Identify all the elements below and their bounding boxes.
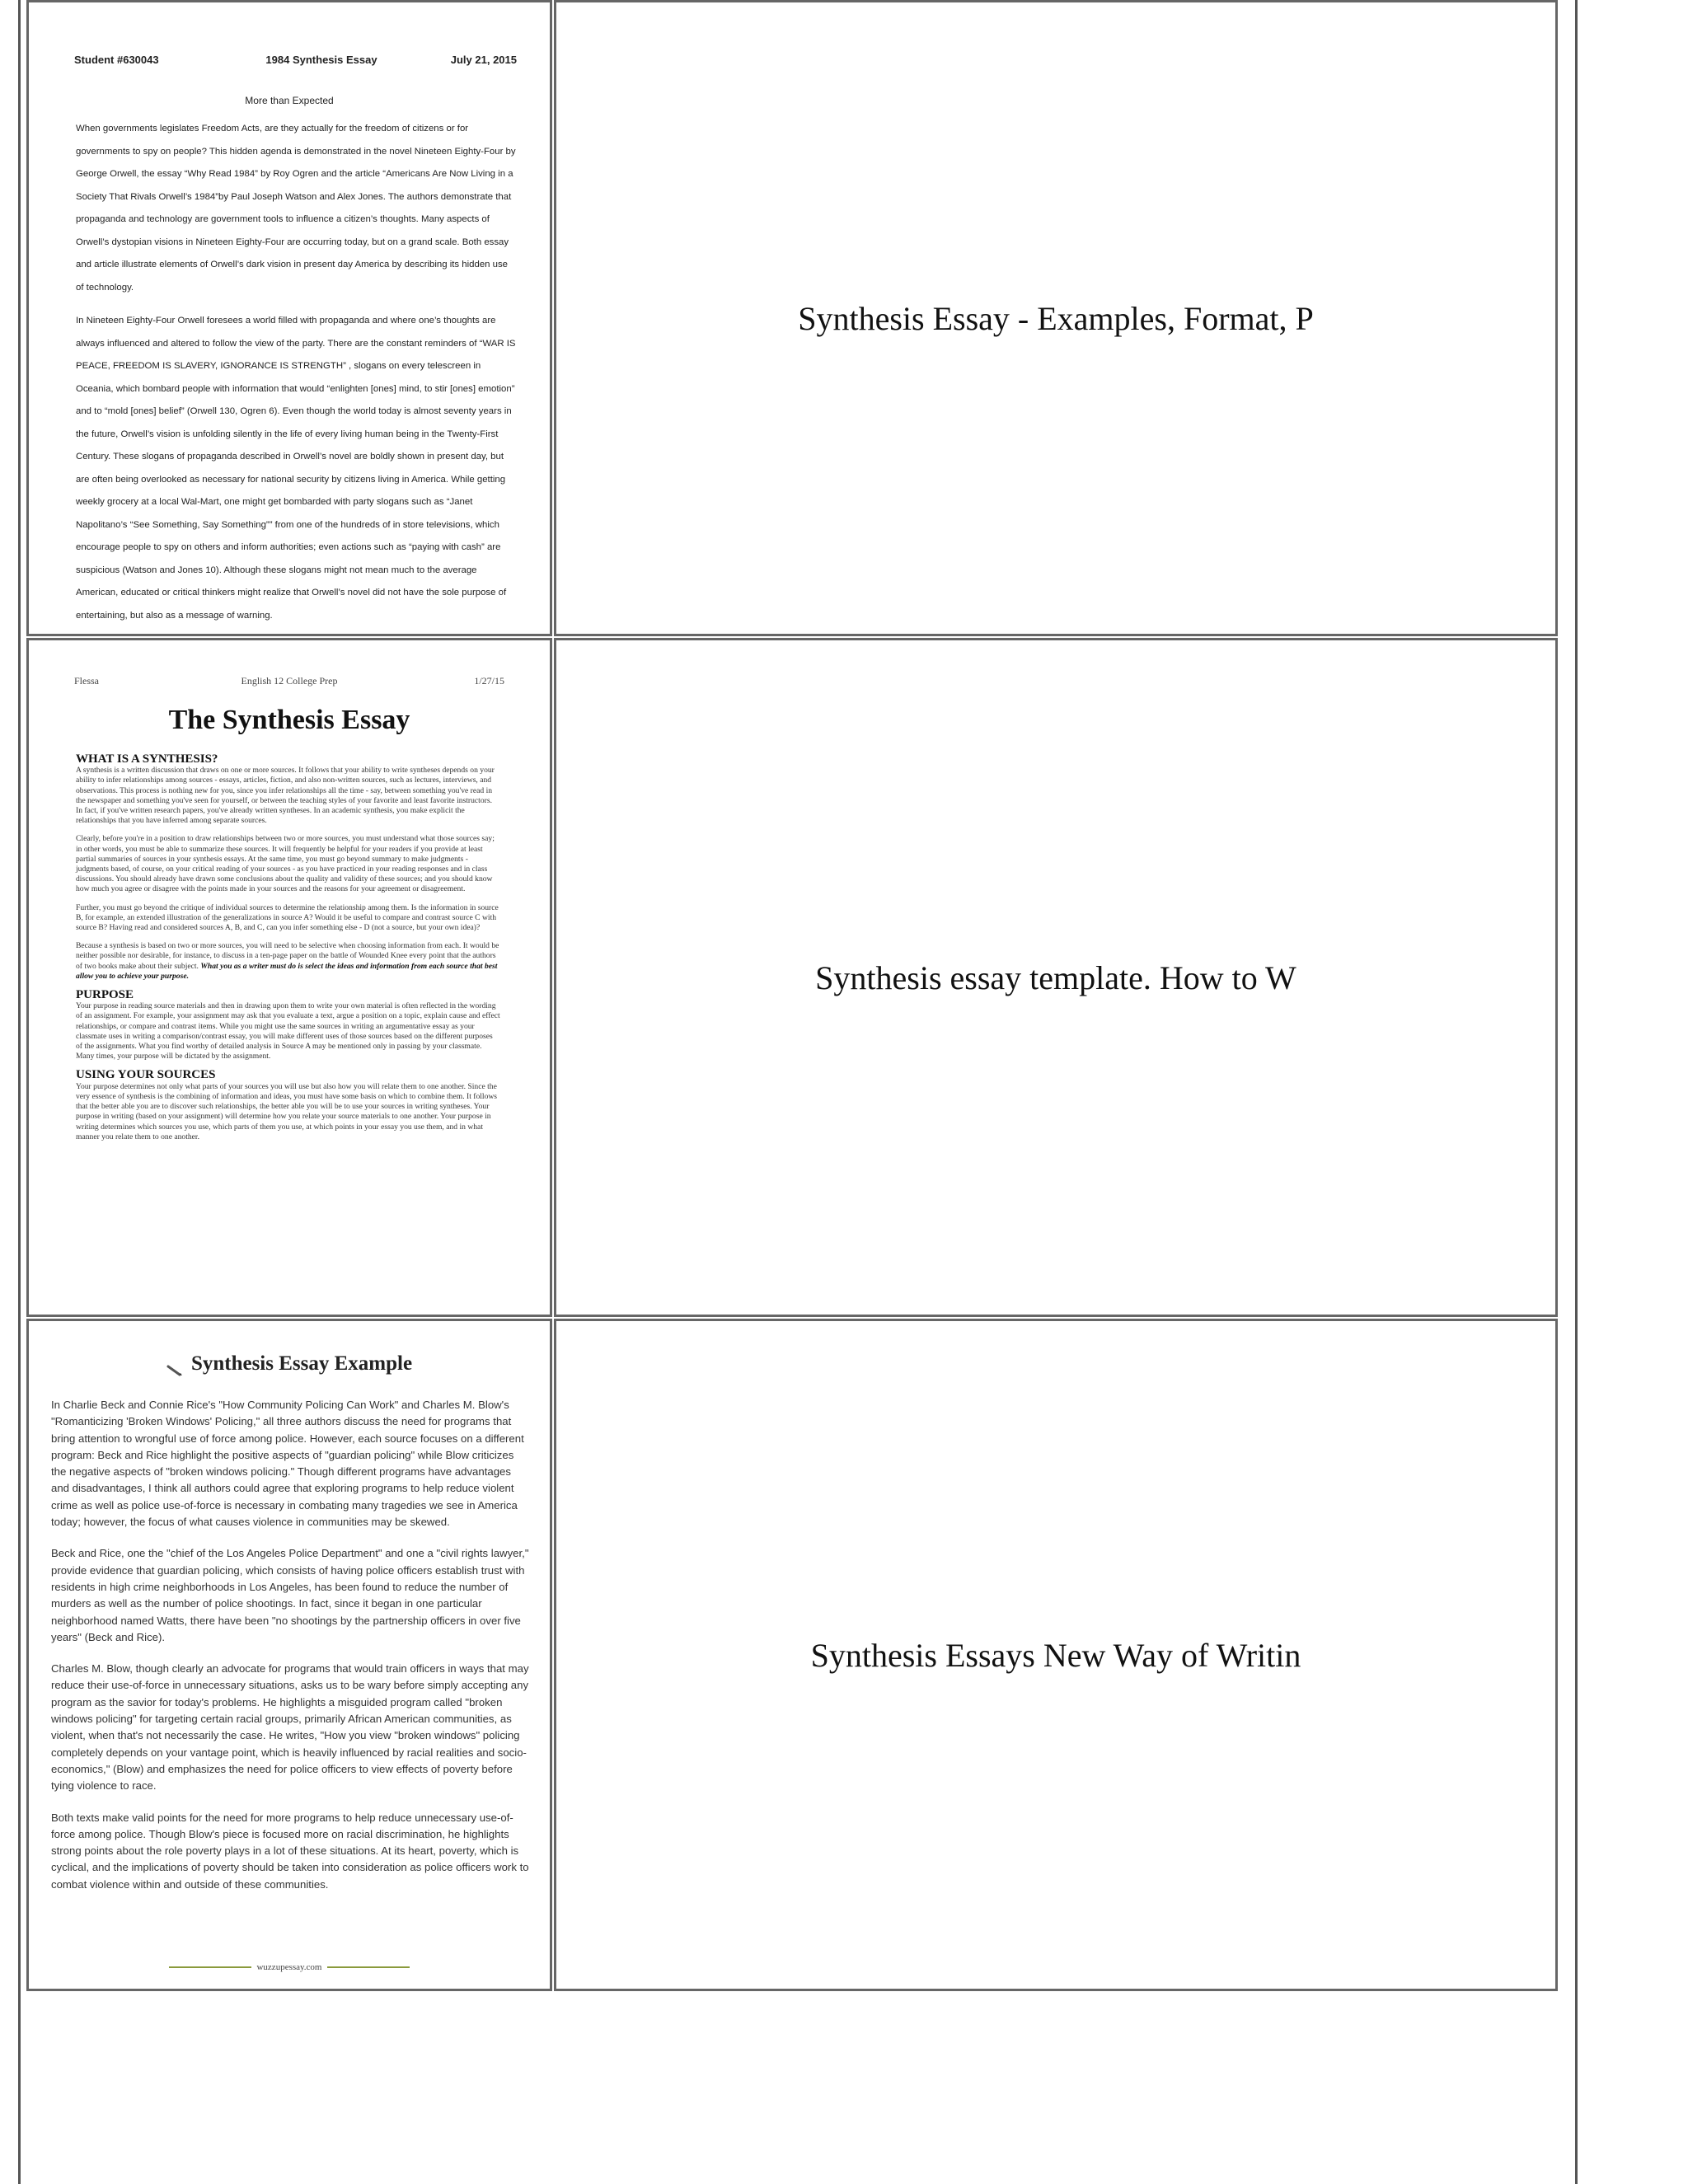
doc-header bbox=[74, 675, 504, 687]
doc-date: July 21, 2015 bbox=[450, 54, 517, 66]
essay-thumbnail-1[interactable] bbox=[26, 0, 552, 636]
author-name: Flessa bbox=[74, 675, 99, 687]
paragraph: Both texts make valid points for the need for more programs to help reduce unnecessary use-of-force among police. Though Blow's piece is focused more on racial discrimination, he highlights strong points about the role poverty plays in a lot of these situations. At its heart, poverty, which is cyclical, and the implications of poverty should be taken into consideration as police officers work to combat violence within and outside of these communities. bbox=[51, 1811, 529, 1891]
doc-footer bbox=[29, 1962, 550, 1972]
footer-rule bbox=[169, 1966, 251, 1968]
doc-title: The Synthesis Essay bbox=[168, 705, 410, 735]
course-name: English 12 College Prep bbox=[241, 675, 338, 687]
paragraph: When governments legislates Freedom Acts, are they actually for the freedom of citizens or for governments to spy on people? This hidden agenda is demonstrated in the novel Nineteen Eighty-Four by George Orwell, the essay “Why Read 1984” by Roy Ogren and the article “Americans Are Now Living in a Society That Rivals Orwell’s 1984”by Paul Joseph Watson and Alex Jones. The authors demonstrate that propaganda and technology are government tools to influence a citizen’s thoughts. Many aspects of Orwell’s dystopian visions in Nineteen Eighty-Four are occurring today, but on a grand scale. Both essay and article illustrate elements of Orwell’s dark vision in present day America by describing its hidden use of technology. bbox=[76, 124, 516, 293]
doc-title: Synthesis Essay Example bbox=[190, 1352, 413, 1375]
paragraph: In Nineteen Eighty-Four Orwell foresees a world filled with propaganda and where one’s thoughts are always influenced and altered to follow the view of the party. There are the constant reminders of “WAR IS PEACE, FREEDOM IS SLAVERY, IGNORANCE IS STRENGTH” , slogans on every telescreen in Oceania, which bombard people with information that would “enlighten [ones] mind, to stir [ones] emotion” and to “mold [ones] belief” (Orwell 130, Ogren 6). Even though the world today is almost seventy years in the future, Orwell’s vision is unfolding silently in the life of every living human being in the Twenty-First Century. These slogans of propaganda described in Orwell’s novel are boldly shown in present day, but are often being overlooked as necessary for national security by citizens living in America. While getting weekly grocery at a local Wal-Mart, one might get bombarded with party slogans such as “Janet Napolitano’s “See Something, Say Something”” from one of the hundreds of in store televisions, which encourage people to spy on others and inform authorities; even actions such as “paying with cash” are suspicious (Watson and Jones 10). Although these slogans might not mean much to the average American, educated or critical thinkers might realize that Orwell’s novel did not have the sole purpose of entertaining, but also as a message of warning. bbox=[76, 316, 516, 621]
footer-site: wuzzupessay.com bbox=[256, 1962, 322, 1972]
doc-title-row bbox=[29, 1352, 550, 1376]
paragraph: Further, you must go beyond the critique of individual sources to determine the relationship among them. Is the information in source B, for example, an extended illustration of the generalizations in source A? Would it be useful to compare and contrast source C with source B? Having read and considered sources A, B, and C, can you infer something else - D (not a source, but your own idea)? bbox=[76, 902, 499, 933]
paragraph: Charles M. Blow, though clearly an advocate for programs that would train officers in ways that may reduce their use-of-force in unnecessary situations, asks us to be wary before simply accepting any program as the savior for today's problems. He highlights a misguided program called "broken windows policing" for targeting certain racial groups, primarily African American communities, as violent, when that's not necessarily the case. He writes, "How you view "broken windows" policing completely depends on your vantage point, which is heavily influenced by racial realities and socio-economics," (Blow) and emphasizes the need for police officers to view effects of poverty before tying violence to race. bbox=[51, 1662, 529, 1793]
doc-date: 1/27/15 bbox=[474, 675, 504, 687]
doc-body bbox=[76, 118, 517, 636]
section-heading: USING YOUR SOURCES bbox=[76, 1068, 216, 1082]
caption-cell-1[interactable] bbox=[554, 0, 1558, 636]
caption-cell-2[interactable] bbox=[554, 638, 1558, 1317]
section-heading: WHAT IS A SYNTHESIS? bbox=[76, 752, 218, 766]
section-heading: PURPOSE bbox=[76, 988, 134, 1002]
paragraph: A synthesis is a written discussion that draws on one or more sources. It follows that your ability to write syntheses depends on your ability to infer relationships among sources - essays, articles, fiction, and also non-written sources, such as lectures, interviews, and observations. This process is nothing new for you, since you infer relationships all the time - say, between something you've read in the newspaper and something you've seen for yourself, or between the teaching styles of your favorite and least favorite instructors. In fact, if you've written research papers, you've already written syntheses. In an academic synthesis, you make explicit the relationships that you have inferred among separate sources. bbox=[76, 766, 495, 826]
doc-body bbox=[76, 748, 500, 1151]
course-name: 1984 Synthesis Essay bbox=[265, 54, 377, 66]
paragraph: Beck and Rice, one the "chief of the Los Angeles Police Department" and one a "civil rights lawyer," provide evidence that guardian policing, which consists of having police officers establish trust with residents in high crime neighborhoods in Los Angeles, has been found to reduce the number of murders as well as the number of police shootings. In fact, since it began in one particular neighborhood named Watts, there have been "no shootings by the partnership officers in over five years" (Beck and Rice). bbox=[51, 1547, 529, 1643]
doc-title: More than Expected bbox=[245, 95, 334, 106]
caption-text: Synthesis Essays New Way of Writin bbox=[810, 1636, 1301, 1674]
paragraph: In Charlie Beck and Connie Rice's "How Community Policing Can Work" and Charles M. Blow's "Romanticizing 'Broken Windows' Policing," all three authors discuss the need for programs that bring attention to wrongful use of force among police. However, each source focuses on a different program: Beck and Rice highlight the positive aspects of "guardian policing" while Blow criticizes the negative aspects of "broken windows policing." Though different programs have advantages and disadvantages, I think all authors could agree that exploring programs to help reduce violent crime as well as police use-of-force is necessary in combating many tragedies we see in America today; however, the focus of what causes violence in communities may be skewed. bbox=[51, 1399, 524, 1529]
caption-cell-3[interactable] bbox=[554, 1319, 1558, 1991]
paragraph: Your purpose in reading source materials and then in drawing upon them to write your own material is often reflected in the wording of an assignment. For example, your assignment may ask that you evaluate a text, argue a position on a topic, explain cause and effect relationships, or compare and contrast items. While you might use the same sources in writing an argumentative essay as your classmate uses in writing a comparison/contrast essay, you will make different uses of those sources based on the different purposes of the assignments. What you find worthy of detailed analysis in Source A may be mentioned only in passing by your classmate. Many times, your purpose will be dictated by the assignment. bbox=[76, 1001, 500, 1062]
doc-header bbox=[74, 54, 517, 75]
student-id: Student #630043 bbox=[74, 54, 159, 66]
caption-text: Synthesis Essay - Examples, Format, P bbox=[798, 299, 1314, 337]
paragraph: Clearly, before you're in a position to draw relationships between two or more sources, you must understand what those sources say; in other words, you must be able to summarize these sources. It will frequently be helpful for your readers if you provide at least partial summaries of sources in your synthesis essays. At the same time, you must go beyond summary to make judgments - judgments based, of course, on your critical reading of your sources - as you have practiced in your reading responses and in class discussions. You should already have drawn some conclusions about the quality and validity of these sources; and you should know how much you agree or disagree with the points made in your sources and the reasons for your agreement or disagreement. bbox=[76, 834, 495, 894]
essay-thumbnail-3[interactable] bbox=[26, 1319, 552, 1991]
emphasis-text: What you as a writer must do is select the ideas and information from each source that best allow you to achieve your purpose. bbox=[76, 961, 498, 981]
paragraph-text: Because a synthesis is based on two or more sources, you will need to be selective when choosing information from each. It would be neither possible nor desirable, for instance, to discuss in a ten-page paper on the battle of Wounded Knee every point that the authors of two books make about their subject. bbox=[76, 941, 499, 971]
paragraph bbox=[76, 941, 500, 982]
paragraph: Your purpose determines not only what parts of your sources you will use but also how you will relate them to one another. Since the very essence of synthesis is the combining of information and ideas, you must have some basis on which to combine them. It follows that the better able you are to discover such relationships, the better able you will be to use your sources in writing syntheses. Your purpose in writing (based on your assignment) will determine how you relate your source materials to one another. Your purpose in writing determines which sources you use, which parts of them you use, at which points in your essay you use them, and in what manner you relate them to one another. bbox=[76, 1081, 498, 1141]
caption-text: Synthesis essay template. How to W bbox=[815, 958, 1296, 996]
doc-body bbox=[51, 1397, 532, 1908]
pen-icon bbox=[166, 1359, 183, 1371]
essay-thumbnail-2[interactable] bbox=[26, 638, 552, 1317]
footer-rule bbox=[327, 1966, 410, 1968]
